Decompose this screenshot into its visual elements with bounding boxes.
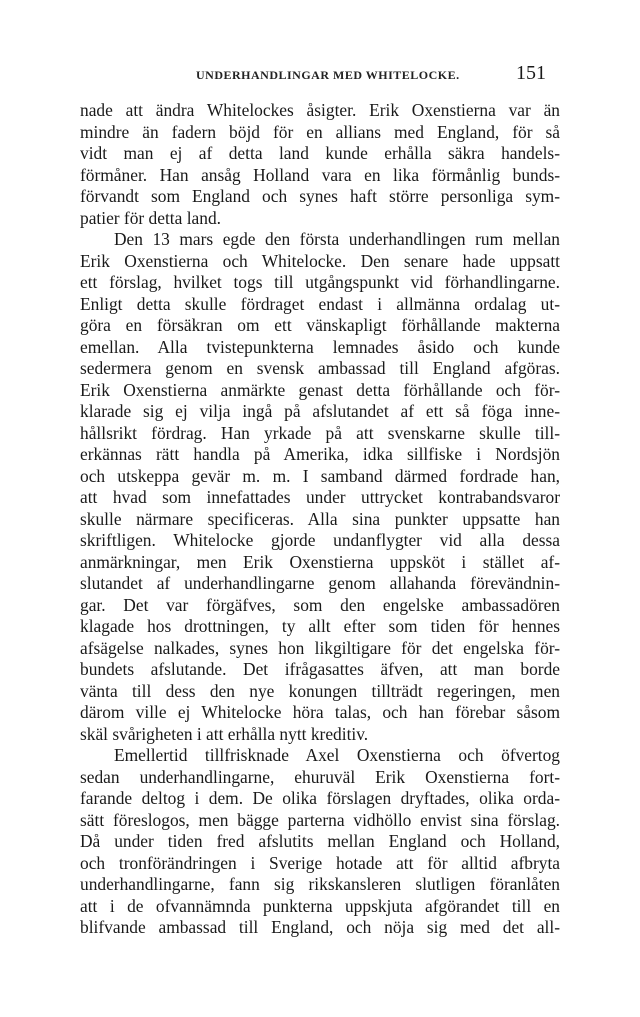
text-line: bundets afslutande. Det ifrågasattes äfven, att man borde <box>80 659 560 679</box>
text-line: Erik Oxenstierna anmärkte genast detta förhållande och för- <box>80 379 560 400</box>
text-line: patier för detta land. <box>80 207 221 228</box>
text-line: ett förslag, hvilket togs till utgångspunkt vid förhandlingarne. <box>80 272 560 292</box>
text-line: Enligt detta skulle fördraget endast i allmänna ordalag ut- <box>80 293 560 314</box>
text-line: och utskeppa gevär m. m. I samband därmed fordrade han, <box>80 465 560 486</box>
text-line: farande deltog i dem. De olika förslagen dryftades, olika orda- <box>80 788 560 808</box>
text-line: Den 13 mars egde den första underhandlingen rum mellan <box>114 229 560 249</box>
text-line: sedan underhandlingarne, ehuruväl Erik Oxenstierna fort- <box>80 766 560 787</box>
text-line: klagade hos drottningen, ty allt efter som tiden för hennes <box>80 616 560 636</box>
text-line: sätt föreslogos, men bägge parterna vidhöllo envist sina förslag. <box>80 809 560 830</box>
text-line: vänta till dess den nye konungen tillträdt regeringen, men <box>80 680 560 701</box>
text-line: göra en försäkran om ett vänskapligt förhållande makterna <box>80 315 560 335</box>
body-text <box>80 100 560 939</box>
text-line: sedermera genom en svensk ambassad till England afgöras. <box>80 358 560 378</box>
text-line: hållsrikt fördrag. Han yrkade på att svenskarne skulle till- <box>80 422 560 443</box>
text-line: slutandet af underhandlingarne genom allahanda förevändnin- <box>80 573 560 593</box>
text-line: skriftligen. Whitelocke gjorde undanflygter vid alla dessa <box>80 530 560 550</box>
text-line: skäl svårigheten i att erhålla nytt kreditiv. <box>80 723 369 744</box>
text-line: blifvande ambassad till England, och nöja sig med det all- <box>80 917 560 937</box>
text-line: anmärkningar, men Erik Oxenstierna uppsköt i stället af- <box>80 551 560 572</box>
text-line: att hvad som innefattades under uttrycket kontrabandsvaror <box>80 487 560 507</box>
running-head: UNDERHANDLINGAR MED WHITELOCKE. <box>196 68 460 82</box>
text-line: mindre än fadern böjd för en allians med England, för så <box>80 121 560 142</box>
text-line: klarade sig ej vilja ingå på afslutandet af ett så föga inne- <box>80 401 560 421</box>
text-line: nade att ändra Whitelockes åsigter. Erik Oxenstierna var än <box>80 100 560 120</box>
text-line: förvandt som England och synes haft större personliga sym- <box>80 186 560 206</box>
text-line: att i de ofvannämnda punkterna uppskjuta afgörandet till en <box>80 895 560 916</box>
text-line: därom ville ej Whitelocke höra talas, och han förebar såsom <box>80 702 560 722</box>
page-number: 151 <box>516 62 546 84</box>
text-line: Då under tiden fred afslutits mellan England och Holland, <box>80 831 560 851</box>
text-line: emellan. Alla tvistepunkterna lemnades åsido och kunde <box>80 336 560 357</box>
text-line: skulle närmare specificeras. Alla sina punkter uppsatte han <box>80 508 560 529</box>
text-line: underhandlingarne, fann sig rikskansleren slutligen föranlåten <box>80 874 560 894</box>
text-line: Erik Oxenstierna och Whitelocke. Den senare hade uppsatt <box>80 250 560 271</box>
text-line: gar. Det var förgäfves, som den engelske ambassadören <box>80 594 560 615</box>
text-line: erkännas rätt handla på Amerika, idka sillfiske i Nordsjön <box>80 444 560 464</box>
text-line: vidt man ej af detta land kunde erhålla säkra handels- <box>80 143 560 163</box>
text-line: afsägelse nalkades, synes hon likgiltigare för det engelska för- <box>80 637 560 658</box>
text-line: Emellertid tillfrisknade Axel Oxenstierna och öfvertog <box>114 745 560 765</box>
text-line: förmåner. Han ansåg Holland vara en lika förmånlig bunds- <box>80 164 560 185</box>
text-line: och tronförändringen i Sverige hotade att för alltid afbryta <box>80 852 560 873</box>
